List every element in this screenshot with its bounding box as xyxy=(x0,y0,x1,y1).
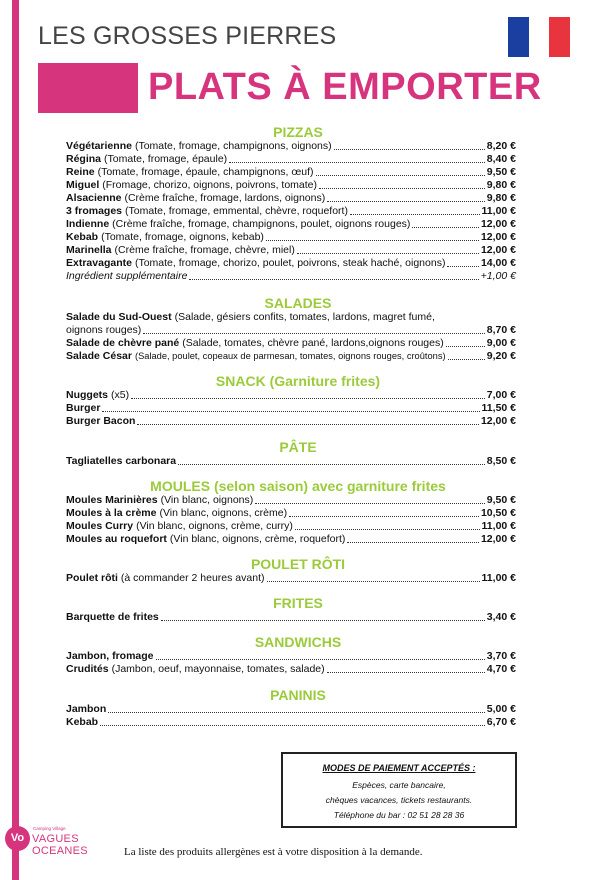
item-name: Burger Bacon xyxy=(66,415,136,427)
item-name: Jambon, fromage xyxy=(66,650,154,662)
item-price: 9,80 € xyxy=(486,179,516,191)
item-price: 8,40 € xyxy=(486,153,516,165)
item-price: 3,70 € xyxy=(486,650,516,662)
item-description: Ingrédient supplémentaire xyxy=(66,270,188,282)
item-description: (Crème fraîche, fromage, champignons, poulet, oignons rouges) xyxy=(112,218,411,230)
dot-leader xyxy=(327,672,485,673)
menu-item xyxy=(66,337,516,350)
item-price: 6,70 € xyxy=(486,716,516,728)
dot-leader xyxy=(156,659,485,660)
dot-leader xyxy=(143,333,484,334)
menu-item xyxy=(66,663,516,676)
item-description: (Vin blanc, oignons) xyxy=(160,494,254,506)
item-price: 9,50 € xyxy=(486,494,516,506)
item-price: 11,00 € xyxy=(481,572,516,584)
page-title: PLATS À EMPORTER xyxy=(148,66,542,108)
item-description: (Salade, tomates, chèvre pané, lardons,oignons rouges) xyxy=(182,337,444,349)
item-price: 3,40 € xyxy=(486,611,516,623)
dot-leader xyxy=(102,411,479,412)
dot-leader xyxy=(266,240,479,241)
item-price: 12,00 € xyxy=(480,231,516,243)
section-title: SNACK (Garniture frites) xyxy=(215,373,381,389)
menu-item xyxy=(66,218,516,231)
item-price: 9,50 € xyxy=(486,166,516,178)
dot-leader xyxy=(295,529,480,530)
payment-phone: Téléphone du bar : 02 51 28 28 36 xyxy=(333,810,465,820)
menu-item xyxy=(66,350,516,363)
item-name: Reine xyxy=(66,166,95,178)
item-name: Végétarienne xyxy=(66,140,132,152)
item-name: Barquette de frites xyxy=(66,611,159,623)
dot-leader xyxy=(267,581,480,582)
menu-item xyxy=(66,311,516,324)
menu-item xyxy=(66,494,516,507)
item-description: (Tomate, fromage, épaule, champignons, œuf) xyxy=(97,166,314,178)
section-title: SANDWICHS xyxy=(254,634,342,650)
item-price: 10,50 € xyxy=(480,507,516,519)
item-name: Alsacienne xyxy=(66,192,122,204)
item-price: 12,00 € xyxy=(480,218,516,230)
item-name: Salade César xyxy=(66,350,132,362)
item-name: Marinella xyxy=(66,244,112,256)
item-description: oignons rouges) xyxy=(66,324,142,336)
item-name: Régina xyxy=(66,153,102,165)
item-name: Salade de chèvre pané xyxy=(66,337,180,349)
item-description: (Tomate, fromage, oignons, kebab) xyxy=(101,231,264,243)
item-name: 3 fromages xyxy=(66,205,123,217)
item-description: (Vin blanc, oignons, crème) xyxy=(159,507,288,519)
item-name: Indienne xyxy=(66,218,110,230)
item-description: (Tomate, fromage, épaule) xyxy=(104,153,228,165)
dot-leader xyxy=(350,214,480,215)
restaurant-name: LES GROSSES PIERRES xyxy=(38,22,337,50)
menu-item xyxy=(66,572,516,585)
menu-item xyxy=(66,205,516,218)
item-price: 4,70 € xyxy=(486,663,516,675)
item-price: 9,00 € xyxy=(486,337,516,349)
item-price: 9,80 € xyxy=(486,192,516,204)
dot-leader xyxy=(412,227,479,228)
dot-leader xyxy=(297,253,479,254)
item-price: 9,20 € xyxy=(486,350,516,362)
menu-item xyxy=(66,650,516,663)
section-title: FRITES xyxy=(273,595,323,611)
item-name: Moules Marinières xyxy=(66,494,158,506)
item-name: Burger xyxy=(66,402,101,414)
dot-leader xyxy=(189,279,478,280)
item-description: (Salade, gésiers confits, tomates, lardons, magret fumé, xyxy=(174,311,435,323)
dot-leader xyxy=(316,175,485,176)
item-name: Nuggets xyxy=(66,389,108,401)
menu-item xyxy=(66,140,516,153)
item-price: 8,70 € xyxy=(486,324,516,336)
item-description: (Vin blanc, oignons, crème, curry) xyxy=(136,520,293,532)
menu-item xyxy=(66,257,516,270)
menu-item xyxy=(66,703,516,716)
item-description: (Fromage, chorizo, oignons, poivrons, tomate) xyxy=(102,179,318,191)
item-name: Kebab xyxy=(66,231,99,243)
logo-name-line-1: VAGUES xyxy=(32,833,79,845)
logo-subtitle: Camping Village xyxy=(33,826,66,831)
allergens-note: La liste des produits allergènes est à votre disposition à la demande. xyxy=(124,846,423,858)
section-title: PIZZAS xyxy=(273,124,323,140)
flag-white-band xyxy=(529,17,550,57)
item-name: Moules au roquefort xyxy=(66,533,167,545)
menu-item xyxy=(66,520,516,533)
payment-line-2: chèques vacances, tickets restaurants. xyxy=(325,795,473,805)
section-title: SALADES xyxy=(264,295,332,311)
item-description: (à commander 2 heures avant) xyxy=(120,572,265,584)
dot-leader xyxy=(178,464,485,465)
menu-item xyxy=(66,415,516,428)
menu-item xyxy=(66,402,516,415)
flag-red-band xyxy=(549,17,570,57)
dot-leader xyxy=(289,516,479,517)
item-description: (Salade, poulet, copeaux de parmesan, tomates, oignons rouges, croûtons) xyxy=(134,351,446,361)
dot-leader xyxy=(108,712,485,713)
item-name: Extravagante xyxy=(66,257,132,269)
menu-item xyxy=(66,389,516,402)
dot-leader xyxy=(347,542,479,543)
item-description: (Tomate, fromage, chorizo, poulet, poivrons, steak haché, oignons) xyxy=(134,257,446,269)
menu-item xyxy=(66,324,516,337)
section-title: POULET RÔTI xyxy=(250,556,346,572)
item-price: 7,00 € xyxy=(486,389,516,401)
item-price: 11,00 € xyxy=(481,520,516,532)
dot-leader xyxy=(131,398,485,399)
dot-leader xyxy=(319,188,485,189)
item-description: (Crème fraîche, fromage, lardons, oignons) xyxy=(124,192,326,204)
dot-leader xyxy=(100,725,485,726)
item-price: 14,00 € xyxy=(480,257,516,269)
menu-item xyxy=(66,533,516,546)
item-description: (Crème fraîche, fromage, chèvre, miel) xyxy=(114,244,295,256)
item-name: Tagliatelles carbonara xyxy=(66,455,177,467)
item-price: +1,00 € xyxy=(480,270,516,282)
item-name: Jambon xyxy=(66,703,107,715)
flag-blue-band xyxy=(508,17,529,57)
dot-leader xyxy=(229,162,485,163)
item-price: 8,20 € xyxy=(486,140,516,152)
section-title: PANINIS xyxy=(270,687,326,703)
item-name: Miguel xyxy=(66,179,100,191)
menu-item xyxy=(66,611,516,624)
dot-leader xyxy=(334,149,485,150)
menu-item xyxy=(66,244,516,257)
item-price: 11,00 € xyxy=(481,205,516,217)
item-price: 12,00 € xyxy=(480,244,516,256)
dot-leader xyxy=(161,620,485,621)
item-price: 12,00 € xyxy=(480,533,516,545)
logo-mark: Vo xyxy=(5,826,30,851)
item-description: (x5) xyxy=(111,389,130,401)
menu-item xyxy=(66,166,516,179)
item-price: 5,00 € xyxy=(486,703,516,715)
item-description: (Tomate, fromage, champignons, oignons) xyxy=(134,140,332,152)
item-name: Salade du Sud-Ouest xyxy=(66,311,172,323)
section-title: MOULES (selon saison) avec garniture frites xyxy=(150,478,446,494)
item-description: (Vin blanc, oignons, crème, roquefort) xyxy=(169,533,346,545)
menu-item xyxy=(66,455,516,468)
payment-line-1: Espèces, carte bancaire, xyxy=(352,780,446,790)
item-description: (Tomate, fromage, emmental, chèvre, roquefort) xyxy=(125,205,348,217)
menu-item xyxy=(66,153,516,166)
dot-leader xyxy=(447,266,479,267)
item-name: Moules à la crème xyxy=(66,507,157,519)
item-name: Poulet rôti xyxy=(66,572,118,584)
french-flag-icon xyxy=(508,17,570,57)
dot-leader xyxy=(327,201,485,202)
item-name: Crudités xyxy=(66,663,109,675)
item-price: 8,50 € xyxy=(486,455,516,467)
item-name: Moules Curry xyxy=(66,520,134,532)
menu-item xyxy=(66,507,516,520)
dot-leader xyxy=(137,424,479,425)
item-price: 11,50 € xyxy=(481,402,516,414)
menu-item xyxy=(66,270,516,283)
menu-item xyxy=(66,179,516,192)
item-description: (Jambon, oeuf, mayonnaise, tomates, salade) xyxy=(111,663,325,675)
item-price: 12,00 € xyxy=(480,415,516,427)
menu-item xyxy=(66,716,516,729)
dot-leader xyxy=(446,346,485,347)
dot-leader xyxy=(255,503,485,504)
menu-item xyxy=(66,192,516,205)
section-title: PÂTE xyxy=(279,439,317,455)
item-name: Kebab xyxy=(66,716,99,728)
menu-item xyxy=(66,231,516,244)
logo-name-line-2: OCEANES xyxy=(32,845,88,857)
payment-title: MODES DE PAIEMENT ACCEPTÉS : xyxy=(322,763,476,773)
dot-leader xyxy=(448,359,485,360)
